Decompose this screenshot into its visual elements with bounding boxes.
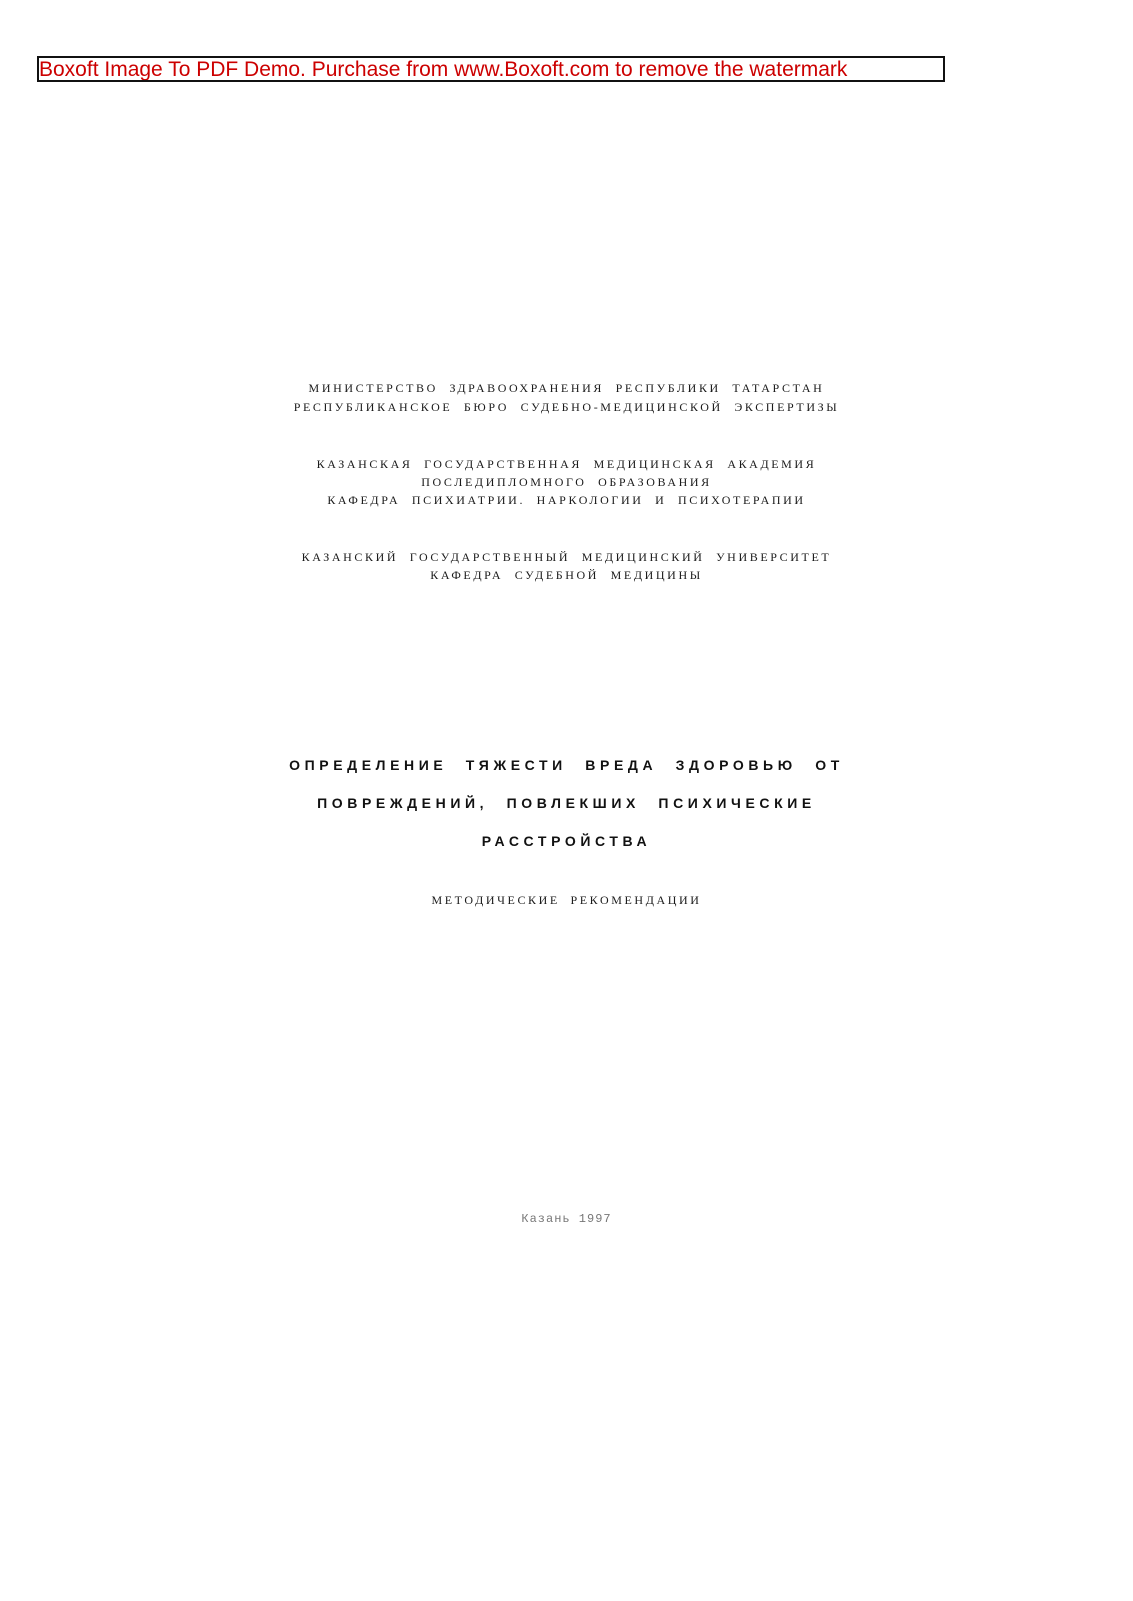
header-academy-postgrad: ПОСЛЕДИПЛОМНОГО ОБРАЗОВАНИЯ bbox=[421, 475, 712, 489]
document-title-line-1: ОПРЕДЕЛЕНИЕ ТЯЖЕСТИ ВРЕДА ЗДОРОВЬЮ ОТ bbox=[289, 757, 844, 773]
watermark-banner: Boxoft Image To PDF Demo. Purchase from www.Boxoft.com to remove the watermark bbox=[37, 56, 945, 82]
document-title-line-3: РАССТРОЙСТВА bbox=[481, 833, 652, 849]
header-university: КАЗАНСКИЙ ГОСУДАРСТВЕННЫЙ МЕДИЦИНСКИЙ УНИВЕРСИТЕТ bbox=[301, 550, 832, 564]
header-academy: КАЗАНСКАЯ ГОСУДАРСТВЕННАЯ МЕДИЦИНСКАЯ АКАДЕМИЯ bbox=[316, 457, 817, 471]
header-bureau: РЕСПУБЛИКАНСКОЕ БЮРО СУДЕБНО-МЕДИЦИНСКОЙ ЭКСПЕРТИЗЫ bbox=[293, 400, 840, 414]
document-title-line-2: ПОВРЕЖДЕНИЙ, ПОВЛЕКШИХ ПСИХИЧЕСКИЕ bbox=[317, 795, 816, 811]
document-subtitle: МЕТОДИЧЕСКИЕ РЕКОМЕНДАЦИИ bbox=[431, 893, 702, 907]
publication-place-year: Казань 1997 bbox=[521, 1212, 612, 1226]
header-university-department: КАФЕДРА СУДЕБНОЙ МЕДИЦИНЫ bbox=[430, 568, 703, 582]
header-ministry: МИНИСТЕРСТВО ЗДРАВООХРАНЕНИЯ РЕСПУБЛИКИ ТАТАРСТАН bbox=[308, 381, 825, 395]
header-academy-department: КАФЕДРА ПСИХИАТРИИ. НАРКОЛОГИИ И ПСИХОТЕРАПИИ bbox=[327, 493, 806, 507]
